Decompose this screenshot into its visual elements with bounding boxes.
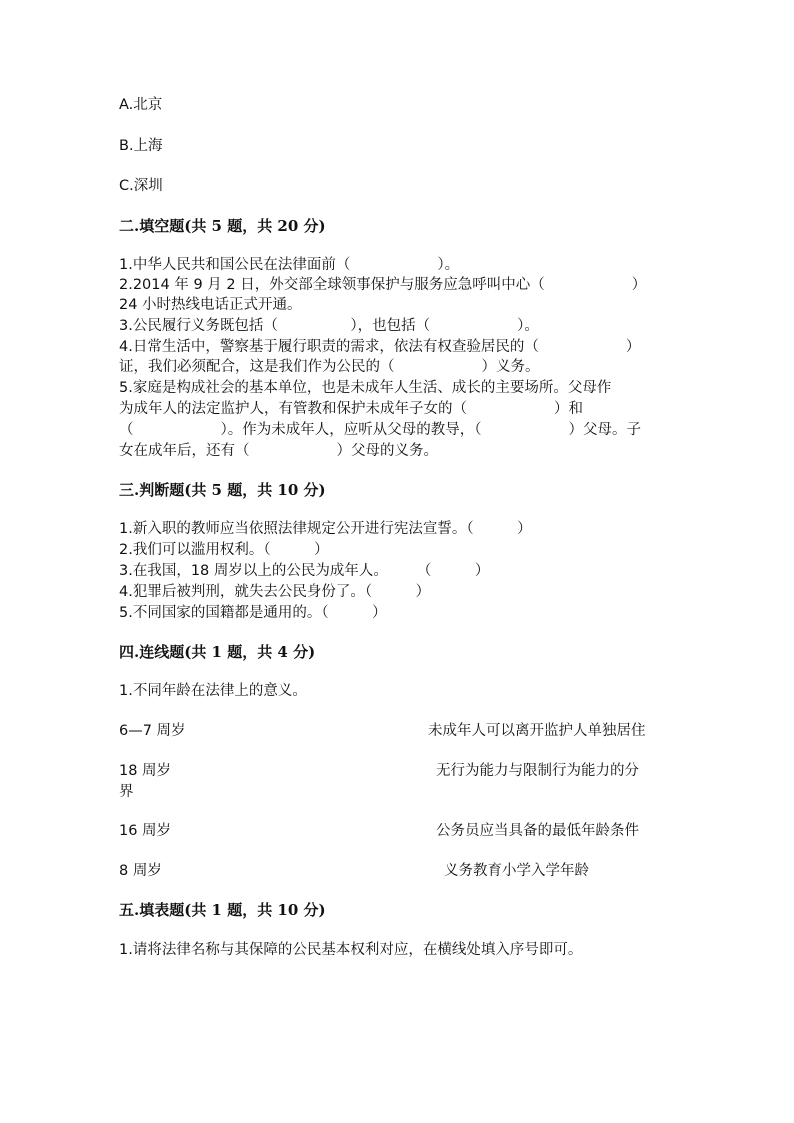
match-left-item: 18 周岁 — [119, 763, 172, 779]
question-line: 1.请将法律名称与其保障的公民基本权利对应，在横线处填入序号即可。 — [119, 942, 583, 958]
question-line: 为成年人的法定监护人，有管教和保护未成年子女的（ ）和 — [119, 401, 583, 417]
match-right-item: 未成年人可以离开监护人单独居住 — [428, 723, 646, 739]
match-right-item: 公务员应当具备的最低年龄条件 — [436, 823, 639, 839]
question-line: 1.中华人民共和国公民在法律面前（ ）。 — [119, 257, 460, 273]
match-left-item: 16 周岁 — [119, 823, 172, 839]
match-left-item: 6—7 周岁 — [119, 723, 186, 739]
question-line: 3.在我国，18 周岁以上的公民为成年人。 （ ） — [119, 563, 490, 579]
question-line: 24 小时热线电话正式开通。 — [119, 297, 302, 313]
section-heading-table: 五.填表题(共 1 题，共 10 分) — [119, 901, 326, 919]
question-line: 2.2014 年 9 月 2 日，外交部全球领事保护与服务应急呼叫中心（ ） — [119, 277, 647, 293]
question-line: （ ）。作为未成年人，应听从父母的教导，（ ）父母。子 — [119, 422, 641, 438]
question-line: 5.不同国家的国籍都是通用的。（ ） — [119, 605, 387, 621]
section-heading-matching: 四.连线题(共 1 题，共 4 分) — [119, 643, 316, 661]
match-right-item: 无行为能力与限制行为能力的分 — [436, 763, 639, 779]
question-line: 5.家庭是构成社会的基本单位，也是未成年人生活、成长的主要场所。父母作 — [119, 380, 612, 396]
question-line: 证，我们必须配合，这是我们作为公民的（ ）义务。 — [119, 359, 540, 375]
match-right-item: 义务教育小学入学年龄 — [444, 863, 589, 879]
option-b: B.上海 — [119, 138, 163, 154]
question-line: 4.犯罪后被判刑，就失去公民身份了。（ ） — [119, 584, 431, 600]
question-line: 3.公民履行义务既包括（ ），也包括（ ）。 — [119, 318, 539, 334]
question-line: 4.日常生活中，警察基于履行职责的需求，依法有权查验居民的（ ） — [119, 339, 641, 355]
section-heading-true-false: 三.判断题(共 5 题，共 10 分) — [119, 481, 326, 499]
section-heading-fill-in: 二.填空题(共 5 题，共 20 分) — [119, 217, 326, 235]
option-a: A.北京 — [119, 97, 163, 113]
question-line: 1.不同年龄在法律上的意义。 — [119, 683, 307, 699]
match-left-item: 8 周岁 — [119, 863, 162, 879]
question-line: 2.我们可以滥用权利。（ ） — [119, 542, 329, 558]
question-line: 1.新入职的教师应当依照法律规定公开进行宪法宣誓。（ ） — [119, 521, 532, 537]
option-c: C.深圳 — [119, 178, 163, 194]
question-line: 女在成年后，还有（ ）父母的义务。 — [119, 443, 438, 459]
match-right-item-wrap: 界 — [119, 784, 134, 800]
